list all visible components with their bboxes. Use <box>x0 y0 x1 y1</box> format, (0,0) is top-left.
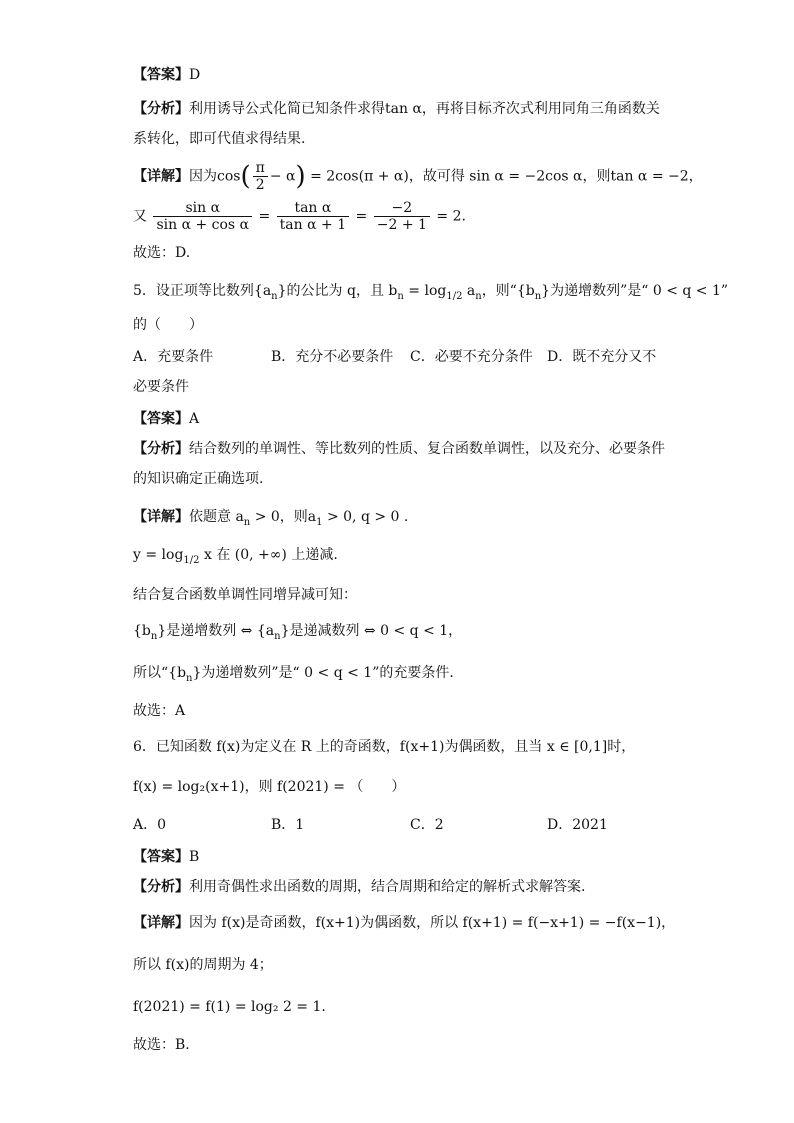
fraction-3: $\frac{-2}{-2 + 1}$ <box>374 200 430 233</box>
q6-stem-line-2: f(x) = log₂(x+1)，则 f(2021) = （ ） <box>133 779 406 795</box>
detail-tag: 【详解】 <box>133 509 189 525</box>
detail-tag: 【详解】 <box>133 915 189 931</box>
q5-stem-line-1: 5．设正项等比数列$\{a_n\}$的公比为 q，且 $b_n = \log_{1/2} a_n$，则“$\{b_n\}$为递增数列”是“ 0 < q < 1” <box>133 283 729 302</box>
q5-option-c: C．必要不充分条件 <box>410 349 533 365</box>
analysis-text: 利用诱导公式化简已知条件求得tan α，再将目标齐次式利用同角三角函数关 <box>189 101 660 117</box>
q5-stem-line-2: 的（ ） <box>133 317 203 333</box>
q5-option-d-cont: 必要条件 <box>133 379 189 395</box>
analysis-tag: 【分析】 <box>133 101 189 117</box>
answer-tag: 【答案】 <box>133 849 189 865</box>
q5-analysis-line-2: 的知识确定正确选项. <box>133 471 264 487</box>
q6-option-b: B．1 <box>271 817 305 833</box>
q4-answer <box>133 64 200 86</box>
q5-detail-line-4: $\{b_n\}$是递增数列 ⇔ $\{a_n\}$是递减数列 ⇔ 0 < q < 1， <box>133 623 463 642</box>
q6-conclusion: 故选：B. <box>133 1037 190 1053</box>
q5-analysis-line-1: 【分析】结合数列的单调性、等比数列的性质、复合函数单调性，以及充分、必要条件 <box>133 441 665 457</box>
q5-detail-line-5: 所以“$\{b_n\}$为递增数列”是“ 0 < q < 1”的充要条件. <box>133 665 454 684</box>
fraction-pi-over-2: $\frac{\pi}{2}$ <box>253 160 268 193</box>
q4-analysis-line-2 <box>133 128 305 150</box>
q6-answer <box>133 846 199 868</box>
fraction-2: $\frac{\text{tan α}}{\text{tan α + 1}}$ <box>277 200 349 233</box>
detail-text: 因为cos <box>189 168 241 185</box>
q6-option-d: D．2021 <box>547 817 608 833</box>
analysis-tag: 【分析】 <box>133 879 189 895</box>
q6-detail-line-1: 【详解】因为 f(x)是奇函数，f(x+1)为偶函数，所以 f(x+1) = f(−x+1) = −f(x−1)， <box>133 915 676 931</box>
analysis-tag: 【分析】 <box>133 441 189 457</box>
q6-option-c: C．2 <box>410 817 444 833</box>
q5-option-b: B．充分不必要条件 <box>271 349 394 365</box>
detail-text: = 2cos(π + α)，故可得 sin α = −2cos α，则tan α = −2， <box>310 168 703 185</box>
q6-detail-line-2: 所以 f(x)的周期为 4； <box>133 957 273 973</box>
answer-tag: 【答案】 <box>133 411 189 427</box>
answer-tag: 【答案】 <box>133 67 189 83</box>
q4-conclusion: 故选：D. <box>133 245 191 261</box>
detail-tag: 【详解】 <box>133 168 189 185</box>
q6-option-a: A．0 <box>133 817 167 833</box>
q6-analysis: 【分析】利用奇偶性求出函数的周期，结合周期和给定的解析式求解答案. <box>133 879 586 895</box>
answer-value: D <box>189 67 201 83</box>
answer-value: A <box>189 411 200 427</box>
q4-detail-line-2: 又 $\frac{\text{sin α}}{\text{sin α + cos α}}$ = $\frac{\text{tan α}}{\text{tan α + 1}}$ = $\frac{-2}{-2 + 1}$ = 2. <box>133 200 466 233</box>
q5-answer <box>133 408 199 430</box>
q6-stem-line-1: 6．已知函数 f(x)为定义在 R 上的奇函数，f(x+1)为偶函数，且当 x ∈ [0,1]时， <box>133 739 636 755</box>
q5-conclusion: 故选：A <box>133 703 186 719</box>
fraction-1: $\frac{\text{sin α}}{\text{sin α + cos α}}$ <box>153 200 252 233</box>
q5-detail-line-3: 结合复合函数单调性同增异减可知： <box>133 587 357 603</box>
analysis-text: 系转化，即可代值求得结果. <box>133 131 306 147</box>
q5-option-d: D．既不充分又不 <box>547 349 657 365</box>
q5-detail-line-2: $y = \log_{1/2} x$ 在 (0, +∞) 上递减. <box>133 547 338 566</box>
q5-option-a: A．充要条件 <box>133 349 214 365</box>
q5-detail-line-1: 【详解】依题意 $a_n > 0$，则$a_1 > 0$, q > 0 . <box>133 509 409 528</box>
q4-detail-line-1: 【详解】因为cos( $\frac{\pi}{2}$ − α) = 2cos(π + α)，故可得 sin α = −2cos α，则tan α = −2， <box>133 160 703 193</box>
q4-analysis-line-1 <box>133 98 660 120</box>
answer-value: B <box>189 849 200 865</box>
q6-detail-line-3: f(2021) = f(1) = log₂ 2 = 1. <box>133 999 326 1015</box>
